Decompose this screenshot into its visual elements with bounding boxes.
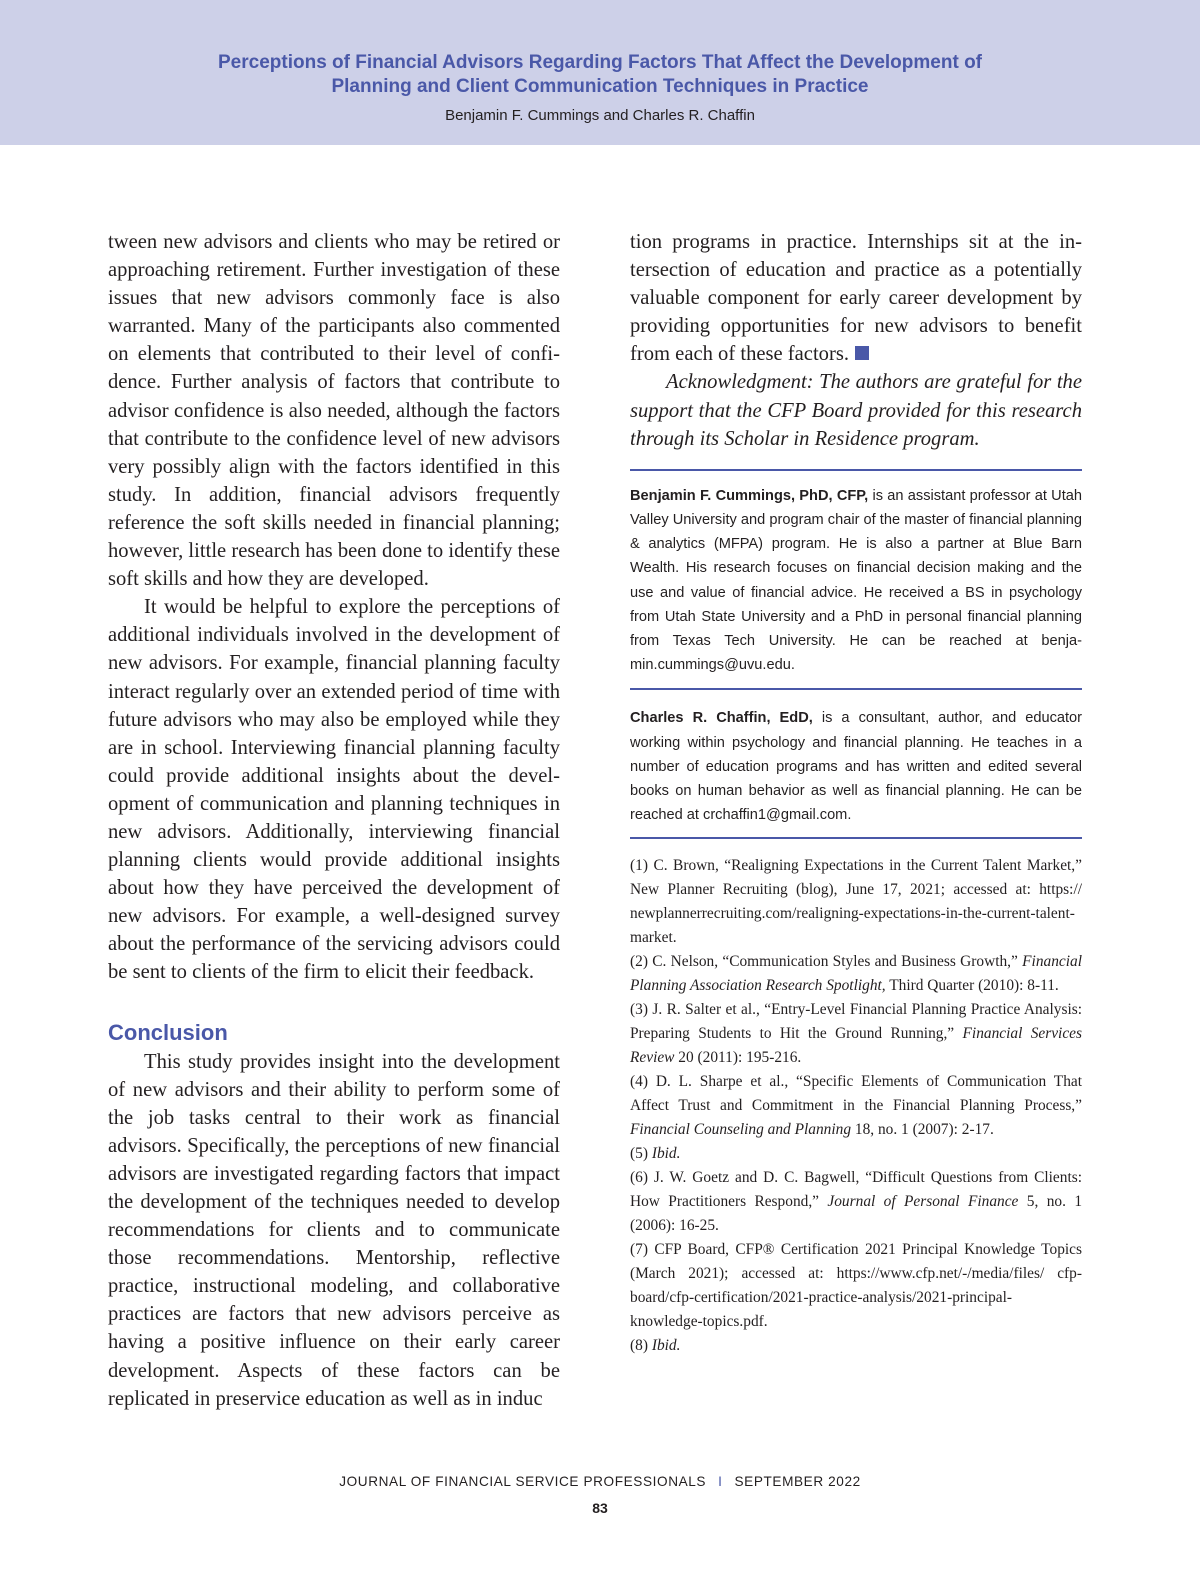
bio-name: Benjamin F. Cummings, PhD, CFP, xyxy=(630,487,869,504)
endnote-text: (8) xyxy=(630,1337,648,1355)
divider xyxy=(630,469,1082,471)
endnote-8 xyxy=(630,1334,1082,1358)
bio-name: Charles R. Chaffin, EdD, xyxy=(630,710,813,727)
page-number: 83 xyxy=(592,1500,608,1516)
endnote-source: Ibid. xyxy=(651,1145,681,1163)
divider xyxy=(630,837,1082,839)
body-paragraph: tween new advisors and clients who may be retired or approaching retirement. Further investigation of these issues that new advisors commonly face is also warranted. Many of the participants also commented on elements that contributed to their level of confidence. Further analysis of factors that contribute to advisor confidence is also needed, although the factors that contribute to the confidence level of new advisors very possibly align with the factors identified in this study. In addition, financial advisors frequently reference the soft skills needed in financial planning; however, little research has been done to identify these soft skills and how they are developed. xyxy=(108,231,560,591)
journal-name: JOURNAL OF FINANCIAL SERVICE PROFESSIONALS xyxy=(339,1474,707,1489)
endnote-6 xyxy=(630,1166,1082,1238)
endnotes xyxy=(630,854,1082,1358)
endnote-text: (2) C. Nelson, “Communication Styles and Business Growth,” xyxy=(630,953,1018,971)
running-footer xyxy=(0,1474,1200,1489)
bio-text: is a consultant, author, and educator working within psychology and financial planning. He teaches in a number of education programs and has written and edited several books on human behavior as well as financial planning. He can be reached at crchaffin1@gmail.com. xyxy=(630,710,1083,824)
body-paragraph xyxy=(630,228,1082,368)
endnote-source: Financial Services Review xyxy=(630,1025,1082,1067)
article-authors: Benjamin F. Cummings and Charles R. Chaffin xyxy=(445,107,755,124)
endnote-2 xyxy=(630,950,1082,998)
author-bio-chaffin xyxy=(630,706,1082,827)
endnote-3 xyxy=(630,998,1082,1070)
endnote-1: (1) C. Brown, “Realigning Expectations in the Current Talent Market,” New Planner Recruiting (blog), June 17, 2021; accessed at: https:// newplannerrecruiting.com/realigning-expectations-in-the-current-talent-market. xyxy=(630,857,1082,947)
footer-separator: I xyxy=(718,1474,723,1489)
endnote-text: (6) J. W. Goetz and D. C. Bagwell, “Difficult Questions from Clients: How Practitioners Respond,” xyxy=(630,1169,1082,1211)
article-title-line-1: Perceptions of Financial Advisors Regarding Factors That Affect the Development of xyxy=(218,52,982,73)
article-title xyxy=(150,51,1050,99)
end-of-article-square-icon xyxy=(855,346,869,360)
endnote-text: (5) xyxy=(630,1145,648,1163)
body-paragraph: It would be helpful to explore the perceptions of additional individuals involved in the development of new advisors. For example, financial planning faculty interact regularly over an extended period of time with future advisors who may also be employed while they are in school. Interviewing financial planning faculty could provide additional insights about the development of communication and planning techniques in new advisors. Additionally, interviewing financial planning clients would provide additional insights about how they have perceived the development of new advisors. For example, a well-designed survey about the performance of the servicing advisors could be sent to clients of the firm to elicit their feedback. xyxy=(108,596,560,984)
right-column xyxy=(630,228,1082,1358)
bio-text: is an assistant professor at Utah Valley University and program chair of the master of financial planning & analytics (MFPA) program. He is also a partner at Blue Barn Wealth. His research focuses on financial decision making and the use and value of financial advice. He received a BS in psychology from Utah State University and a PhD in personal financial planning from Texas Tech University. He can be reached at benjamin.cummings@uvu.edu. xyxy=(630,487,1083,674)
endnote-7: (7) CFP Board, CFP® Certification 2021 Principal Knowledge Topics (March 2021); accessed at: https://www.cfp.net/-/media/files/ cfp-board/cfp-certification/2021-practice-analysis/2021-principal-knowledge-topics.pdf. xyxy=(630,1241,1082,1331)
acknowledgment: Acknowledgment: The authors are grateful for the support that the CFP Board provided for this research through its Scholar in Residence program. xyxy=(630,371,1082,450)
body-paragraph: This study provides insight into the development of new advisors and their ability to perform some of the job tasks central to their work as financial advisors. Specifically, the perceptions of new financial advisors are investigated regarding factors that impact the development of the techniques needed to develop recommendations for clients and to communicate those recommendations. Mentorship, reflective practice, instructional modeling, and collaborative practices are factors that new advisors perceive as having a positive influence on their early career development. Aspects of these factors can be replicated in preservice education as well as in induc xyxy=(108,1050,560,1410)
endnote-text: Third Quarter (2010): 8-11. xyxy=(889,977,1059,995)
article-title-line-2: Planning and Client Communication Techniques in Practice xyxy=(331,76,869,97)
endnote-text: 18, no. 1 (2007): 2-17. xyxy=(854,1121,994,1139)
endnote-text: (3) J. R. Salter et al., “Entry-Level Financial Planning Practice Analysis: Preparing Students to Hit the Ground Running,” xyxy=(630,1001,1082,1043)
endnote-5 xyxy=(630,1142,1082,1166)
endnote-4 xyxy=(630,1070,1082,1142)
left-column xyxy=(108,228,560,1413)
section-heading-conclusion: Conclusion xyxy=(108,1019,228,1045)
body-paragraph-text: tion programs in practice. Internships sit at the intersection of education and practice as a potentially valuable component for early career development by providing opportunities for new advisors to benefit from each of these factors. xyxy=(630,231,1082,366)
endnote-source: Ibid. xyxy=(651,1337,681,1355)
running-header xyxy=(0,0,1200,145)
author-bio-cummings xyxy=(630,484,1082,678)
issue-date: SEPTEMBER 2022 xyxy=(734,1474,861,1489)
endnote-source: Journal of Personal Finance xyxy=(827,1193,1019,1211)
endnote-text: 5, no. 1 (2006): 16-25. xyxy=(630,1193,1083,1235)
endnote-text: (4) D. L. Sharpe et al., “Specific Elements of Communication That Affect Trust and Commitment in the Financial Planning Process,” xyxy=(630,1073,1082,1115)
divider xyxy=(630,688,1082,690)
endnote-source: Financial Counseling and Planning xyxy=(630,1121,852,1139)
endnote-source: Financial Planning Association Research Spotlight, xyxy=(630,953,1082,995)
endnote-text: 20 (2011): 195-216. xyxy=(678,1049,802,1067)
